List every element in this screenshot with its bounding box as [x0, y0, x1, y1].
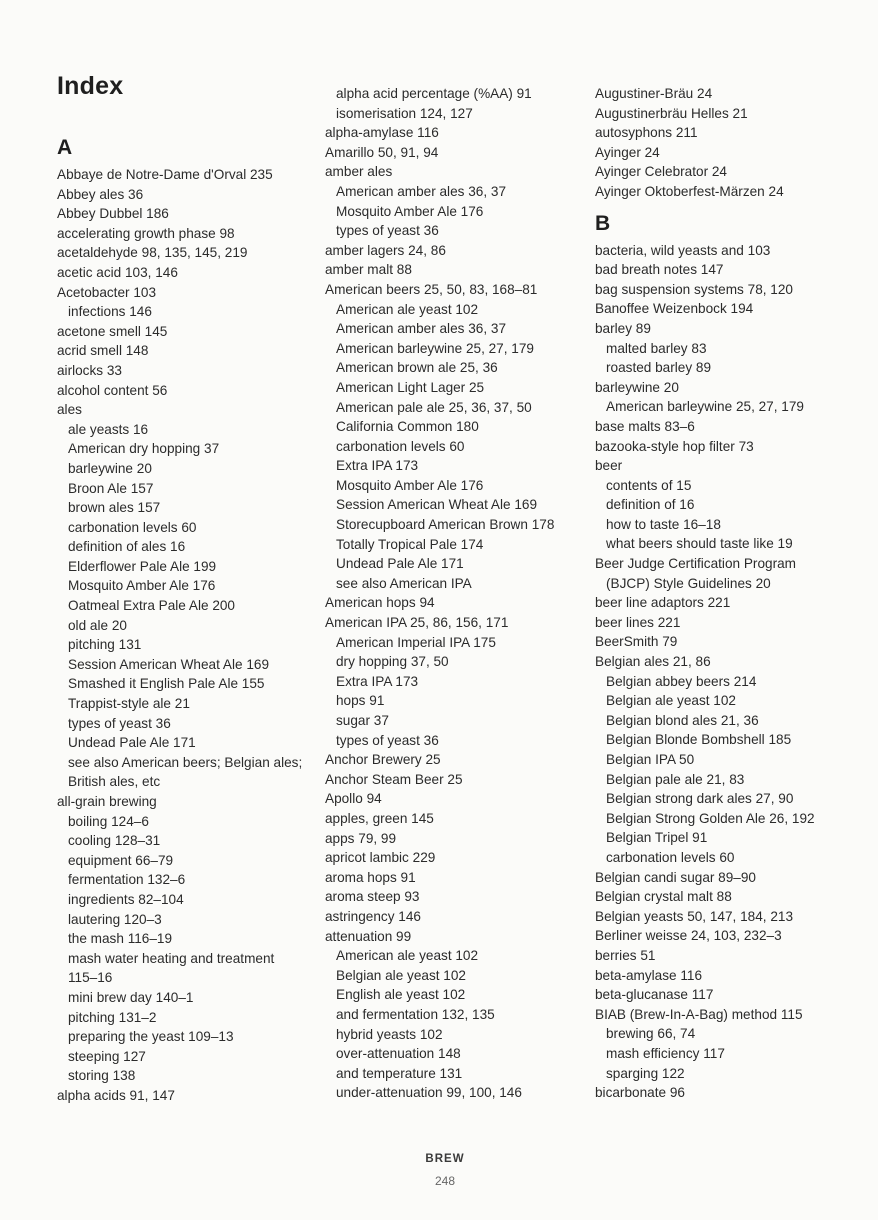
- index-entry: Beer Judge Certification Program: [595, 556, 796, 572]
- index-subentry: Storecupboard American Brown 178: [336, 517, 555, 533]
- index-subentry: English ale yeast 102: [336, 987, 466, 1003]
- index-entry: alcohol content 56: [57, 382, 168, 398]
- index-subentry: American Imperial IPA 175: [336, 634, 496, 650]
- index-subentry: types of yeast 36: [336, 732, 439, 748]
- index-entry: aroma hops 91: [325, 869, 416, 885]
- index-entry: beer lines 221: [595, 614, 681, 630]
- index-subentry: barleywine 20: [68, 460, 152, 476]
- index-subentry: and fermentation 132, 135: [336, 1006, 495, 1022]
- index-subentry: American amber ales 36, 37: [336, 183, 507, 199]
- index-entry: ales: [57, 402, 82, 418]
- index-entry: BeerSmith 79: [595, 634, 678, 650]
- index-entry: airlocks 33: [57, 362, 122, 378]
- index-subentry: British ales, etc: [68, 774, 161, 790]
- index-entry: astringency 146: [325, 908, 421, 924]
- index-entry: Ayinger 24: [595, 144, 660, 160]
- index-column-2: [325, 84, 605, 1103]
- index-subentry: types of yeast 36: [68, 715, 171, 731]
- index-subentry: American amber ales 36, 37: [336, 321, 507, 337]
- index-entry: American IPA 25, 86, 156, 171: [325, 615, 509, 631]
- index-subentry: Belgian pale ale 21, 83: [606, 771, 745, 787]
- index-subentry: American Light Lager 25: [336, 379, 485, 395]
- index-subentry: Extra IPA 173: [336, 458, 419, 474]
- index-entry: Banoffee Weizenbock 194: [595, 301, 754, 317]
- index-entry: base malts 83–6: [595, 418, 695, 434]
- index-subentry: Mosquito Amber Ale 176: [336, 477, 484, 493]
- index-subentry: American dry hopping 37: [68, 441, 220, 457]
- index-subentry: mash water heating and treatment: [68, 950, 275, 966]
- index-subentry: pitching 131–2: [68, 1009, 157, 1025]
- index-subentry: Mosquito Amber Ale 176: [68, 578, 216, 594]
- index-subentry: boiling 124–6: [68, 813, 149, 829]
- index-entry: alpha-amylase 116: [325, 125, 439, 141]
- index-column-3: [595, 84, 875, 1103]
- index-entry: beta-glucanase 117: [595, 987, 714, 1003]
- index-subentry: carbonation levels 60: [606, 849, 735, 865]
- index-entry: Belgian crystal malt 88: [595, 889, 732, 905]
- index-subentry: Broon Ale 157: [68, 480, 154, 496]
- index-entry: berries 51: [595, 947, 656, 963]
- index-subentry: definition of ales 16: [68, 539, 186, 555]
- index-subentry: over-attenuation 148: [336, 1046, 461, 1062]
- index-entry: acetaldehyde 98, 135, 145, 219: [57, 245, 248, 261]
- index-entry: Amarillo 50, 91, 94: [325, 144, 439, 160]
- index-subentry: fermentation 132–6: [68, 872, 186, 888]
- index-entry: Abbey Dubbel 186: [57, 206, 169, 222]
- index-subentry: how to taste 16–18: [606, 516, 721, 532]
- index-entry: attenuation 99: [325, 928, 412, 944]
- index-subentry: dry hopping 37, 50: [336, 654, 449, 670]
- index-entry: acrid smell 148: [57, 343, 149, 359]
- index-subentry: carbonation levels 60: [336, 438, 465, 454]
- index-subentry: carbonation levels 60: [68, 519, 197, 535]
- index-subentry: see also American beers; Belgian ales;: [68, 754, 303, 770]
- index-entry: amber lagers 24, 86: [325, 242, 446, 258]
- index-entry: acetic acid 103, 146: [57, 264, 178, 280]
- index-column-1: [57, 134, 337, 1106]
- index-subentry: Oatmeal Extra Pale Ale 200: [68, 598, 235, 614]
- index-subentry: steeping 127: [68, 1048, 146, 1064]
- index-subentry: Session American Wheat Ale 169: [336, 497, 537, 513]
- index-subentry: and temperature 131: [336, 1065, 463, 1081]
- index-entry: barleywine 20: [595, 379, 679, 395]
- index-subentry: lautering 120–3: [68, 911, 162, 927]
- index-subentry: American ale yeast 102: [336, 948, 479, 964]
- section-letter: B: [595, 211, 611, 235]
- index-subentry: Belgian Strong Golden Ale 26, 192: [606, 810, 815, 826]
- index-entry: alpha acids 91, 147: [57, 1087, 175, 1103]
- index-subentry: sugar 37: [336, 713, 389, 728]
- index-subentry: American ale yeast 102: [336, 301, 479, 317]
- index-entry: apples, green 145: [325, 810, 434, 826]
- index-entry: bicarbonate 96: [595, 1085, 685, 1101]
- index-entry: BIAB (Brew-In-A-Bag) method 115: [595, 1006, 803, 1022]
- index-entry: accelerating growth phase 98: [57, 225, 235, 241]
- index-subentry: American pale ale 25, 36, 37, 50: [336, 399, 532, 415]
- index-entry: beer: [595, 458, 623, 474]
- index-subentry: 115–16: [68, 970, 113, 986]
- index-subentry: ingredients 82–104: [68, 891, 184, 907]
- index-subentry: brewing 66, 74: [606, 1026, 696, 1042]
- index-subentry: Undead Pale Ale 171: [336, 556, 464, 572]
- index-entry: American beers 25, 50, 83, 168–81: [325, 281, 538, 297]
- index-entry: bad breath notes 147: [595, 262, 724, 278]
- index-entry: Abbey ales 36: [57, 186, 144, 202]
- index-entry: amber ales: [325, 164, 393, 180]
- index-subentry: sparging 122: [606, 1065, 685, 1081]
- index-entry: Ayinger Celebrator 24: [595, 164, 727, 180]
- index-subentry: Belgian ale yeast 102: [336, 967, 466, 983]
- index-entry: Anchor Brewery 25: [325, 752, 441, 768]
- index-subentry: Belgian strong dark ales 27, 90: [606, 791, 794, 807]
- index-subentry: see also American IPA: [336, 575, 472, 591]
- index-entry: bazooka-style hop filter 73: [595, 438, 754, 454]
- index-entry: Acetobacter 103: [57, 284, 156, 300]
- index-subentry: preparing the yeast 109–13: [68, 1029, 234, 1045]
- index-entry: apricot lambic 229: [325, 850, 436, 866]
- index-subentry: American barleywine 25, 27, 179: [336, 340, 534, 356]
- index-entry: apps 79, 99: [325, 830, 397, 846]
- index-subentry: malted barley 83: [606, 340, 707, 356]
- index-entry: beer line adaptors 221: [595, 595, 731, 611]
- index-subentry: (BJCP) Style Guidelines 20: [606, 575, 771, 591]
- index-entry: beta-amylase 116: [595, 967, 703, 983]
- index-subentry: Mosquito Amber Ale 176: [336, 203, 484, 219]
- index-subentry: Extra IPA 173: [336, 673, 419, 689]
- index-subentry: Belgian Tripel 91: [606, 830, 708, 846]
- index-subentry: cooling 128–31: [68, 833, 161, 849]
- index-entry: amber malt 88: [325, 262, 412, 278]
- index-subentry: Trappist-style ale 21: [68, 696, 190, 712]
- index-subentry: Totally Tropical Pale 174: [336, 536, 484, 552]
- index-subentry: Session American Wheat Ale 169: [68, 656, 269, 672]
- index-entry: bag suspension systems 78, 120: [595, 281, 793, 297]
- index-entry: Anchor Steam Beer 25: [325, 771, 463, 787]
- index-subentry: Belgian IPA 50: [606, 752, 695, 767]
- index-subentry: hybrid yeasts 102: [336, 1026, 443, 1042]
- index-entry: Belgian ales 21, 86: [595, 654, 711, 670]
- index-entry: barley 89: [595, 320, 651, 336]
- index-entry: Berliner weisse 24, 103, 232–3: [595, 928, 782, 944]
- index-entry: Apollo 94: [325, 791, 382, 807]
- index-subentry: old ale 20: [68, 617, 127, 633]
- index-subentry: Belgian Blonde Bombshell 185: [606, 732, 792, 748]
- index-subentry: Undead Pale Ale 171: [68, 735, 196, 751]
- index-entry: bacteria, wild yeasts and 103: [595, 242, 771, 258]
- index-subentry: definition of 16: [606, 497, 695, 513]
- index-subentry: brown ales 157: [68, 500, 161, 516]
- index-entry: Augustinerbräu Helles 21: [595, 105, 748, 121]
- index-entry: acetone smell 145: [57, 323, 168, 339]
- index-subentry: types of yeast 36: [336, 223, 439, 239]
- index-subentry: Smashed it English Pale Ale 155: [68, 676, 265, 692]
- page-title: Index: [57, 72, 124, 100]
- index-subentry: the mash 116–19: [68, 931, 173, 947]
- index-entry: Belgian candi sugar 89–90: [595, 869, 756, 885]
- index-subentry: infections 146: [68, 304, 152, 320]
- index-entry: Ayinger Oktoberfest-Märzen 24: [595, 183, 784, 199]
- index-entry: Abbaye de Notre-Dame d'Orval 235: [57, 167, 273, 182]
- index-subentry: Belgian ale yeast 102: [606, 693, 736, 709]
- index-subentry: what beers should taste like 19: [606, 536, 793, 552]
- index-subentry: mash efficiency 117: [606, 1045, 725, 1061]
- index-entry: Belgian yeasts 50, 147, 184, 213: [595, 908, 794, 924]
- section-letter: A: [57, 136, 73, 159]
- footer-page-number: 248: [434, 1174, 456, 1188]
- index-subentry: contents of 15: [606, 477, 692, 493]
- index-entry: American hops 94: [325, 595, 435, 611]
- index-subentry: roasted barley 89: [606, 360, 712, 376]
- index-subentry: equipment 66–79: [68, 852, 174, 868]
- index-subentry: Elderflower Pale Ale 199: [68, 558, 217, 574]
- index-subentry: California Common 180: [336, 419, 479, 435]
- index-subentry: under-attenuation 99, 100, 146: [336, 1085, 522, 1101]
- index-subentry: American barleywine 25, 27, 179: [606, 399, 804, 415]
- index-subentry: Belgian abbey beers 214: [606, 673, 757, 689]
- index-subentry: pitching 131: [68, 637, 142, 653]
- index-subentry: storing 138: [68, 1068, 136, 1084]
- index-subentry: ale yeasts 16: [68, 421, 149, 437]
- index-entry: aroma steep 93: [325, 889, 420, 905]
- footer-book-title: BREW: [425, 1153, 465, 1165]
- index-subentry: isomerisation 124, 127: [336, 105, 473, 121]
- index-subentry: mini brew day 140–1: [68, 989, 194, 1005]
- index-entry: Augustiner-Bräu 24: [595, 86, 713, 101]
- index-subentry: American brown ale 25, 36: [336, 360, 498, 376]
- index-entry: autosyphons 211: [595, 125, 698, 141]
- index-subentry: Belgian blond ales 21, 36: [606, 712, 759, 728]
- index-subentry: hops 91: [336, 693, 385, 709]
- index-entry: all-grain brewing: [57, 794, 157, 809]
- index-subentry: alpha acid percentage (%AA) 91: [336, 86, 532, 101]
